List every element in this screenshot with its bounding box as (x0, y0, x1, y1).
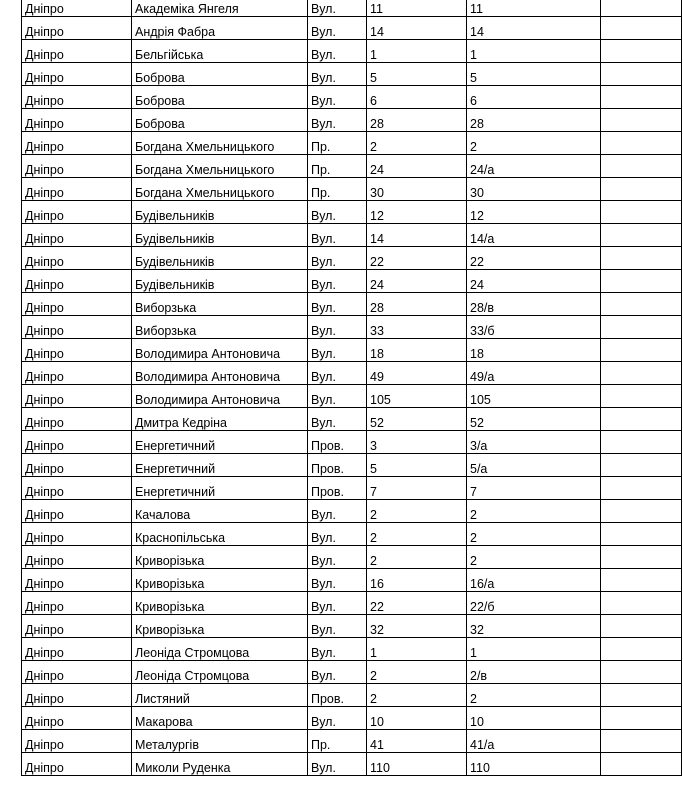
city-cell: Дніпро (22, 615, 132, 638)
street-type-cell: Вул. (308, 408, 367, 431)
extra-cell (601, 500, 682, 523)
full-number-cell: 3/а (467, 431, 601, 454)
street-cell: Володимира Антоновича (132, 362, 308, 385)
table-row (22, 592, 682, 615)
street-cell: Металургів (132, 730, 308, 753)
street-type-cell: Вул. (308, 615, 367, 638)
street-cell: Криворізька (132, 615, 308, 638)
full-number-cell: 28 (467, 109, 601, 132)
city-cell: Дніпро (22, 40, 132, 63)
address-table-body (22, 0, 682, 776)
extra-cell (601, 684, 682, 707)
extra-cell (601, 155, 682, 178)
street-cell: Будівельників (132, 224, 308, 247)
city-cell: Дніпро (22, 155, 132, 178)
table-row (22, 17, 682, 40)
street-cell: Богдана Хмельницького (132, 155, 308, 178)
city-cell: Дніпро (22, 523, 132, 546)
street-type-cell: Вул. (308, 753, 367, 776)
city-cell: Дніпро (22, 454, 132, 477)
street-type-cell: Вул. (308, 523, 367, 546)
full-number-cell: 2 (467, 500, 601, 523)
city-cell: Дніпро (22, 132, 132, 155)
full-number-cell: 22 (467, 247, 601, 270)
full-number-cell: 14/а (467, 224, 601, 247)
street-cell: Леоніда Стромцова (132, 638, 308, 661)
full-number-cell: 28/в (467, 293, 601, 316)
table-row (22, 408, 682, 431)
table-row (22, 247, 682, 270)
table-row (22, 431, 682, 454)
extra-cell (601, 362, 682, 385)
extra-cell (601, 339, 682, 362)
street-cell: Криворізька (132, 546, 308, 569)
city-cell: Дніпро (22, 707, 132, 730)
table-row (22, 86, 682, 109)
city-cell: Дніпро (22, 0, 132, 17)
house-number-cell: 18 (367, 339, 467, 362)
extra-cell (601, 454, 682, 477)
city-cell: Дніпро (22, 362, 132, 385)
table-row (22, 0, 682, 17)
street-cell: Андрія Фабра (132, 17, 308, 40)
extra-cell (601, 0, 682, 17)
house-number-cell: 28 (367, 109, 467, 132)
city-cell: Дніпро (22, 201, 132, 224)
full-number-cell: 12 (467, 201, 601, 224)
street-type-cell: Вул. (308, 270, 367, 293)
street-cell: Виборзька (132, 316, 308, 339)
street-type-cell: Вул. (308, 247, 367, 270)
street-cell: Будівельників (132, 201, 308, 224)
street-type-cell: Вул. (308, 17, 367, 40)
table-row (22, 362, 682, 385)
extra-cell (601, 523, 682, 546)
street-type-cell: Вул. (308, 40, 367, 63)
table-row (22, 316, 682, 339)
house-number-cell: 2 (367, 661, 467, 684)
table-row (22, 109, 682, 132)
extra-cell (601, 247, 682, 270)
street-cell: Миколи Руденка (132, 753, 308, 776)
house-number-cell: 2 (367, 684, 467, 707)
house-number-cell: 49 (367, 362, 467, 385)
full-number-cell: 1 (467, 40, 601, 63)
house-number-cell: 2 (367, 523, 467, 546)
city-cell: Дніпро (22, 500, 132, 523)
table-row (22, 385, 682, 408)
full-number-cell: 22/б (467, 592, 601, 615)
house-number-cell: 2 (367, 546, 467, 569)
street-cell: Боброва (132, 109, 308, 132)
full-number-cell: 2 (467, 546, 601, 569)
extra-cell (601, 270, 682, 293)
street-type-cell: Пр. (308, 730, 367, 753)
city-cell: Дніпро (22, 224, 132, 247)
street-cell: Макарова (132, 707, 308, 730)
extra-cell (601, 707, 682, 730)
full-number-cell: 24 (467, 270, 601, 293)
table-row (22, 661, 682, 684)
city-cell: Дніпро (22, 17, 132, 40)
street-cell: Криворізька (132, 592, 308, 615)
city-cell: Дніпро (22, 408, 132, 431)
house-number-cell: 52 (367, 408, 467, 431)
street-type-cell: Пров. (308, 454, 367, 477)
full-number-cell: 33/б (467, 316, 601, 339)
street-cell: Виборзька (132, 293, 308, 316)
table-row (22, 753, 682, 776)
house-number-cell: 2 (367, 500, 467, 523)
street-cell: Дмитра Кедріна (132, 408, 308, 431)
house-number-cell: 32 (367, 615, 467, 638)
extra-cell (601, 63, 682, 86)
full-number-cell: 7 (467, 477, 601, 500)
extra-cell (601, 385, 682, 408)
street-type-cell: Вул. (308, 316, 367, 339)
house-number-cell: 5 (367, 63, 467, 86)
house-number-cell: 22 (367, 247, 467, 270)
full-number-cell: 32 (467, 615, 601, 638)
street-cell: Володимира Антоновича (132, 385, 308, 408)
house-number-cell: 41 (367, 730, 467, 753)
full-number-cell: 49/а (467, 362, 601, 385)
house-number-cell: 24 (367, 270, 467, 293)
city-cell: Дніпро (22, 86, 132, 109)
street-cell: Листяний (132, 684, 308, 707)
full-number-cell: 1 (467, 638, 601, 661)
house-number-cell: 30 (367, 178, 467, 201)
city-cell: Дніпро (22, 109, 132, 132)
street-cell: Качалова (132, 500, 308, 523)
table-row (22, 707, 682, 730)
street-type-cell: Вул. (308, 707, 367, 730)
city-cell: Дніпро (22, 385, 132, 408)
street-type-cell: Вул. (308, 109, 367, 132)
extra-cell (601, 201, 682, 224)
full-number-cell: 5 (467, 63, 601, 86)
full-number-cell: 5/а (467, 454, 601, 477)
street-type-cell: Вул. (308, 86, 367, 109)
street-type-cell: Пр. (308, 178, 367, 201)
street-type-cell: Вул. (308, 638, 367, 661)
city-cell: Дніпро (22, 63, 132, 86)
street-cell: Богдана Хмельницького (132, 178, 308, 201)
full-number-cell: 52 (467, 408, 601, 431)
table-row (22, 155, 682, 178)
extra-cell (601, 753, 682, 776)
city-cell: Дніпро (22, 293, 132, 316)
house-number-cell: 24 (367, 155, 467, 178)
street-cell: Бельгійська (132, 40, 308, 63)
city-cell: Дніпро (22, 638, 132, 661)
city-cell: Дніпро (22, 569, 132, 592)
street-type-cell: Вул. (308, 569, 367, 592)
house-number-cell: 28 (367, 293, 467, 316)
street-type-cell: Вул. (308, 546, 367, 569)
house-number-cell: 1 (367, 638, 467, 661)
full-number-cell: 30 (467, 178, 601, 201)
full-number-cell: 10 (467, 707, 601, 730)
house-number-cell: 3 (367, 431, 467, 454)
table-row (22, 523, 682, 546)
table-row (22, 684, 682, 707)
full-number-cell: 2/в (467, 661, 601, 684)
table-row (22, 638, 682, 661)
city-cell: Дніпро (22, 247, 132, 270)
house-number-cell: 12 (367, 201, 467, 224)
full-number-cell: 2 (467, 132, 601, 155)
table-row (22, 730, 682, 753)
full-number-cell: 105 (467, 385, 601, 408)
street-cell: Краснопільська (132, 523, 308, 546)
city-cell: Дніпро (22, 753, 132, 776)
extra-cell (601, 316, 682, 339)
street-cell: Будівельників (132, 270, 308, 293)
city-cell: Дніпро (22, 592, 132, 615)
city-cell: Дніпро (22, 339, 132, 362)
street-type-cell: Вул. (308, 500, 367, 523)
street-cell: Боброва (132, 63, 308, 86)
city-cell: Дніпро (22, 684, 132, 707)
full-number-cell: 6 (467, 86, 601, 109)
street-type-cell: Вул. (308, 224, 367, 247)
house-number-cell: 11 (367, 0, 467, 17)
table-row (22, 569, 682, 592)
house-number-cell: 14 (367, 224, 467, 247)
full-number-cell: 41/а (467, 730, 601, 753)
street-type-cell: Вул. (308, 362, 367, 385)
extra-cell (601, 569, 682, 592)
house-number-cell: 6 (367, 86, 467, 109)
street-cell: Боброва (132, 86, 308, 109)
extra-cell (601, 40, 682, 63)
address-table (21, 0, 682, 776)
street-cell: Академіка Янгеля (132, 0, 308, 17)
table-row (22, 224, 682, 247)
city-cell: Дніпро (22, 661, 132, 684)
house-number-cell: 2 (367, 132, 467, 155)
street-type-cell: Пр. (308, 155, 367, 178)
table-row (22, 201, 682, 224)
city-cell: Дніпро (22, 178, 132, 201)
street-cell: Енергетичний (132, 454, 308, 477)
city-cell: Дніпро (22, 477, 132, 500)
house-number-cell: 10 (367, 707, 467, 730)
extra-cell (601, 293, 682, 316)
extra-cell (601, 178, 682, 201)
house-number-cell: 110 (367, 753, 467, 776)
full-number-cell: 2 (467, 523, 601, 546)
extra-cell (601, 615, 682, 638)
street-cell: Богдана Хмельницького (132, 132, 308, 155)
extra-cell (601, 546, 682, 569)
table-row (22, 615, 682, 638)
full-number-cell: 18 (467, 339, 601, 362)
house-number-cell: 5 (367, 454, 467, 477)
extra-cell (601, 224, 682, 247)
full-number-cell: 14 (467, 17, 601, 40)
extra-cell (601, 638, 682, 661)
street-type-cell: Вул. (308, 592, 367, 615)
extra-cell (601, 86, 682, 109)
extra-cell (601, 132, 682, 155)
city-cell: Дніпро (22, 431, 132, 454)
street-type-cell: Вул. (308, 0, 367, 17)
house-number-cell: 33 (367, 316, 467, 339)
street-cell: Криворізька (132, 569, 308, 592)
extra-cell (601, 730, 682, 753)
table-row (22, 339, 682, 362)
house-number-cell: 7 (367, 477, 467, 500)
street-type-cell: Пров. (308, 684, 367, 707)
street-type-cell: Пров. (308, 431, 367, 454)
table-row (22, 546, 682, 569)
table-row (22, 178, 682, 201)
city-cell: Дніпро (22, 730, 132, 753)
full-number-cell: 11 (467, 0, 601, 17)
street-cell: Енергетичний (132, 477, 308, 500)
table-row (22, 454, 682, 477)
street-cell: Будівельників (132, 247, 308, 270)
extra-cell (601, 661, 682, 684)
full-number-cell: 24/а (467, 155, 601, 178)
table-row (22, 40, 682, 63)
full-number-cell: 16/а (467, 569, 601, 592)
house-number-cell: 22 (367, 592, 467, 615)
table-row (22, 132, 682, 155)
city-cell: Дніпро (22, 316, 132, 339)
table-row (22, 500, 682, 523)
city-cell: Дніпро (22, 270, 132, 293)
street-type-cell: Пр. (308, 132, 367, 155)
extra-cell (601, 17, 682, 40)
house-number-cell: 16 (367, 569, 467, 592)
extra-cell (601, 408, 682, 431)
table-row (22, 63, 682, 86)
table-row (22, 270, 682, 293)
house-number-cell: 105 (367, 385, 467, 408)
street-type-cell: Вул. (308, 661, 367, 684)
extra-cell (601, 477, 682, 500)
street-type-cell: Вул. (308, 339, 367, 362)
street-type-cell: Вул. (308, 385, 367, 408)
street-type-cell: Вул. (308, 293, 367, 316)
city-cell: Дніпро (22, 546, 132, 569)
street-type-cell: Вул. (308, 63, 367, 86)
extra-cell (601, 592, 682, 615)
street-cell: Леоніда Стромцова (132, 661, 308, 684)
table-row (22, 477, 682, 500)
street-cell: Володимира Антоновича (132, 339, 308, 362)
house-number-cell: 1 (367, 40, 467, 63)
extra-cell (601, 431, 682, 454)
street-cell: Енергетичний (132, 431, 308, 454)
table-row (22, 293, 682, 316)
full-number-cell: 110 (467, 753, 601, 776)
full-number-cell: 2 (467, 684, 601, 707)
street-type-cell: Вул. (308, 201, 367, 224)
house-number-cell: 14 (367, 17, 467, 40)
street-type-cell: Пров. (308, 477, 367, 500)
extra-cell (601, 109, 682, 132)
